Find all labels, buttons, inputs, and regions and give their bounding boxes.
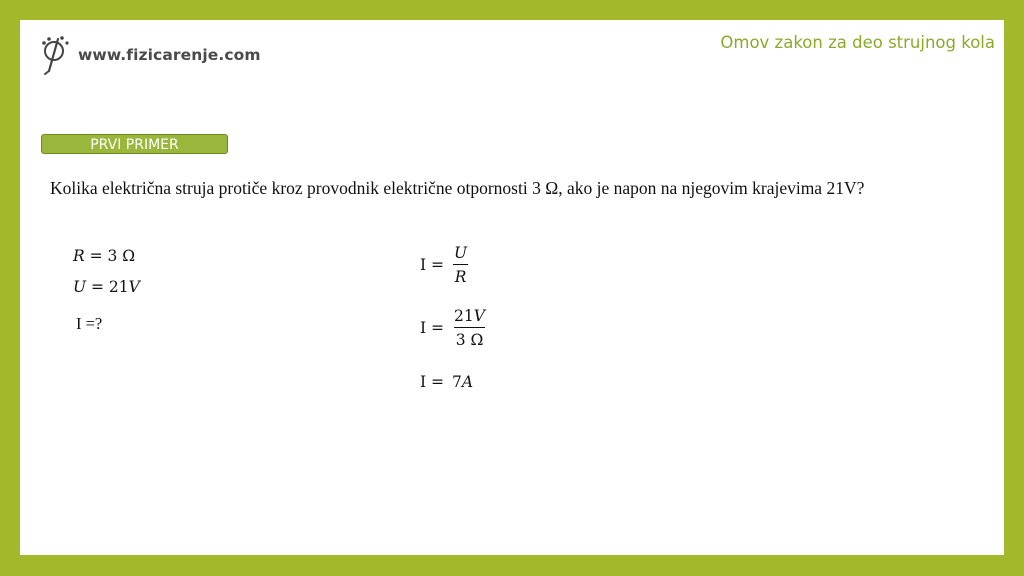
section-badge: PRVI PRIMER <box>41 134 228 154</box>
substitution-numerator <box>452 307 487 327</box>
resistance-value: = 3 Ω <box>84 247 136 265</box>
voltage-unit: V <box>128 278 140 296</box>
voltage-value: = 21 <box>86 278 129 296</box>
formula-fraction <box>452 244 469 286</box>
resistance-symbol: R <box>73 247 85 265</box>
voltage-symbol: U <box>73 278 87 296</box>
logo-person-icon <box>36 33 76 77</box>
result-value: 7 <box>452 373 462 391</box>
logo-text: www.fizicarenje.com <box>78 46 261 64</box>
slide <box>20 20 1004 555</box>
formula-lhs: I = <box>420 256 445 274</box>
substitution-numerator-value: 21 <box>454 307 474 325</box>
formula-result <box>420 373 473 391</box>
formula-denominator: R <box>453 264 469 286</box>
formula-numerator: U <box>454 244 468 262</box>
problem-question: Kolika električna struja protiče kroz provodnik električne otpornosti 3 Ω, ako je napon na njegovim krajevima 21V? <box>50 178 865 198</box>
substitution-lhs: I = <box>420 319 445 337</box>
substitution-fraction <box>452 307 487 349</box>
page-title: Omov zakon za deo strujnog kola <box>720 33 995 52</box>
given-resistance <box>73 247 135 265</box>
substitution-denominator: 3 Ω <box>454 327 486 349</box>
substitution-numerator-unit: V <box>473 307 485 325</box>
site-logo[interactable] <box>36 33 261 77</box>
formula-substitution <box>420 307 487 349</box>
result-unit: A <box>461 373 474 391</box>
result-lhs: I = <box>420 373 445 391</box>
given-voltage <box>73 278 140 296</box>
unknown-current: I =? <box>76 314 103 333</box>
formula-ohms-law <box>420 244 469 286</box>
